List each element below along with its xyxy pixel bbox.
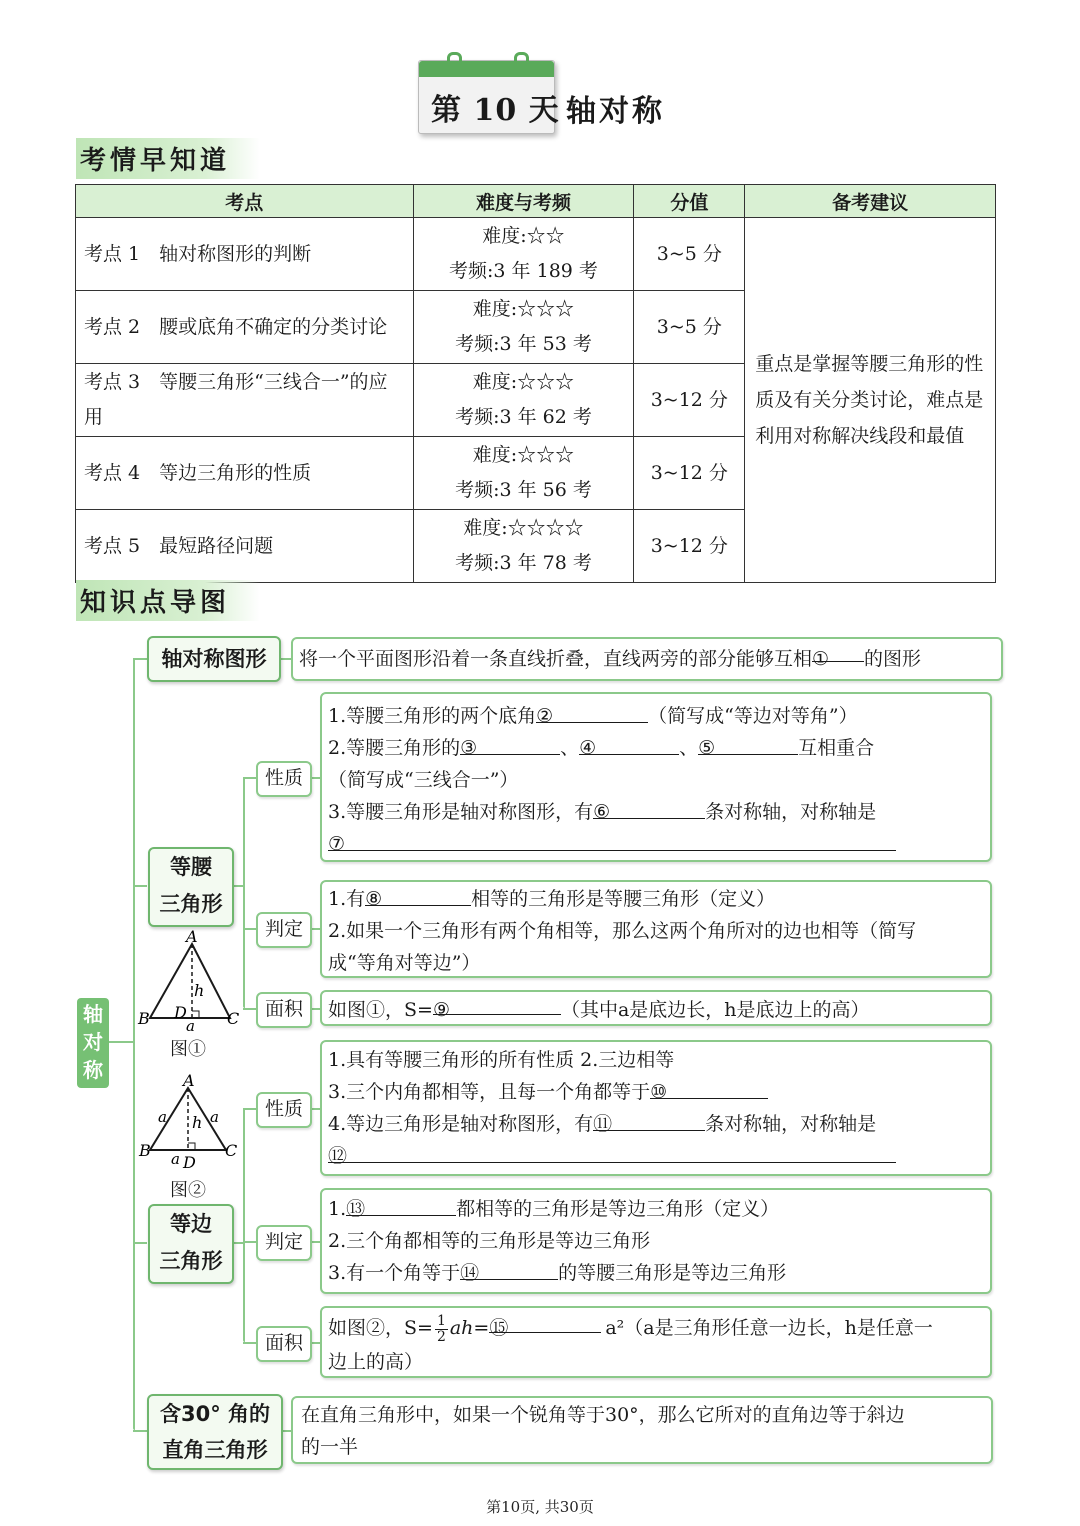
judgement-text: 的等腰三角形是等边三角形 [558,1262,787,1284]
label-judgement: 判定 [256,912,312,948]
label-judgement: 判定 [256,1225,312,1261]
connector-line [133,1242,147,1244]
blank-number: ⑬ [346,1198,366,1220]
label-side-a: a [186,1017,195,1032]
blank-number: ⑭ [460,1262,480,1284]
blank-1 [812,639,864,670]
difficulty-text: 难度:☆☆☆ [472,298,575,320]
judgement-text: 1.有 [328,888,366,910]
connector-line [133,885,147,887]
label-vertex-a: A [183,1071,195,1090]
isosceles-area-box [320,990,992,1026]
definition-text: 将一个平面图形沿着一条直线折叠，直线两旁的部分能够互相 [299,648,813,670]
difficulty-cell [413,364,634,437]
connector-line [133,658,147,660]
theorem-line: 的一半 [301,1436,359,1458]
node-axis-figure: 轴对称图形 [147,636,281,682]
judgement-line [328,883,990,915]
label-height-h: h [194,981,205,1000]
label-point-d: D [174,1003,187,1022]
difficulty-cell [413,437,634,510]
connector-line [133,1430,147,1432]
isosceles-properties-box [320,692,992,862]
section-heading-exam-info: 考情早知道 [76,138,260,179]
table-row [76,218,996,291]
mindmap-root [77,998,109,1088]
node-label: 三角形 [159,1249,223,1273]
property-line [328,828,990,860]
connector-line [243,928,256,930]
node-label: 直角三角形 [162,1438,268,1462]
blank-number: ② [536,705,554,727]
area-line [328,1310,990,1346]
blank-14 [460,1257,558,1284]
exam-point-cell: 考点 5 最短路径问题 [76,510,414,583]
table-header-cell: 备考建议 [745,185,996,218]
figure-2-equilateral-triangle [136,1070,242,1174]
connector-line [243,777,256,779]
section-heading-mind-map: 知识点导图 [76,580,260,621]
node-isosceles-triangle [148,847,234,927]
judgement-text: 相等的三角形是等腰三角形（定义） [471,888,776,910]
judgement-text: 1. [328,1198,347,1220]
property-text: 3.等腰三角形是轴对称图形，有 [328,801,594,823]
page-title: 轴对称 [566,94,665,129]
property-text: （简写成“等边对等角”） [648,705,858,727]
connector-line [243,777,245,1008]
property-line [328,796,990,828]
property-line: 1.具有等腰三角形的所有性质 2.三边相等 [328,1049,675,1071]
frequency-text: 考频:3 年 53 考 [455,333,592,355]
property-text: 条对称轴，对称轴是 [705,801,877,823]
area-text: ah= [449,1317,490,1339]
blank-number: ⑧ [365,888,383,910]
score-cell: 3~12 分 [634,510,745,583]
frequency-text: 考频:3 年 189 考 [449,260,598,282]
blank-11 [593,1108,705,1135]
exam-point-cell: 考点 2 腰或底角不确定的分类讨论 [76,291,414,364]
blank-5 [698,732,798,759]
label-properties: 性质 [256,761,312,797]
blank-number: ⑥ [593,801,611,823]
connector-line [243,1342,256,1344]
blank-number: ⑤ [698,737,716,759]
label-properties: 性质 [256,1092,312,1128]
node-right-triangle-30 [147,1394,283,1470]
label-side-a: a [210,1108,219,1126]
equilateral-judgement-box [320,1188,992,1294]
theorem-line: 在直角三角形中，如果一个锐角等于30°，那么它所对的直角边等于斜边 [301,1404,905,1426]
right-triangle-30-box [291,1396,993,1464]
equilateral-properties-box [320,1040,992,1176]
exam-point-cell: 考点 1 轴对称图形的判断 [76,218,414,291]
property-line [328,1140,990,1172]
property-text: 1.等腰三角形的两个底角 [328,705,537,727]
connector-line [243,1241,256,1243]
area-text: （其中a是底边长，h是底边上的高） [560,999,870,1021]
property-line [328,732,990,764]
advice-cell: 重点是掌握等腰三角形的性质及有关分类讨论，难点是利用对称解决线段和最值 [745,218,996,583]
table-header-cell: 难度与考频 [413,185,634,218]
difficulty-cell [413,218,634,291]
judgement-text: 3.有一个角等于 [328,1262,461,1284]
figure-1-isosceles-triangle [136,928,242,1032]
area-text: 如图②，S= [328,1317,433,1339]
label-vertex-b: B [138,1009,150,1028]
blank-number: ⑫ [328,1145,348,1167]
blank-number: ③ [460,737,478,759]
exam-point-cell: 考点 3 等腰三角形“三线合一”的应用 [76,364,414,437]
blank-number: ⑮ [489,1317,509,1339]
difficulty-text: 难度:☆☆ [482,225,565,247]
judgement-line: 成“等角对等边”） [328,952,481,974]
fraction-numerator: 1 [436,1312,446,1329]
fraction-denominator: 2 [436,1328,446,1345]
property-line [328,1108,990,1140]
separator: 、 [560,737,580,759]
property-line [328,1076,990,1108]
score-cell: 3~5 分 [634,291,745,364]
node-label: 含30° 角的 [159,1402,271,1426]
score-cell: 3~12 分 [634,364,745,437]
triangle-outline [150,944,230,1018]
definition-text: 的图形 [864,648,922,670]
difficulty-text: 难度:☆☆☆ [472,444,575,466]
property-text: 4.等边三角形是轴对称图形，有 [328,1113,594,1135]
frequency-text: 考频:3 年 56 考 [455,479,592,501]
table-header-row [76,185,996,218]
node-label: 等腰 [170,855,212,879]
judgement-text: 都相等的三角形是等边三角形（定义） [456,1198,780,1220]
separator: 、 [679,737,699,759]
blank-4 [579,732,679,759]
blank-number: ① [812,648,830,670]
score-cell: 3~12 分 [634,437,745,510]
isosceles-judgement-box [320,880,992,978]
difficulty-text: 难度:☆☆☆ [472,371,575,393]
area-text: 如图①，S= [328,999,433,1021]
axis-figure-definition-box [291,637,1003,681]
figure-2-caption: 图② [170,1180,206,1201]
frequency-text: 考频:3 年 78 考 [455,552,592,574]
property-text: 2.等腰三角形的 [328,737,461,759]
connector-line [243,1108,256,1110]
right-angle-mark [188,1143,195,1150]
judgement-line: 2.三个角都相等的三角形是等边三角形 [328,1230,651,1252]
blank-13 [346,1193,456,1220]
fraction-one-half [435,1314,448,1345]
blank-8 [365,883,471,910]
calendar-ring-icon [447,52,462,74]
property-text: 3.三个内角都相等，且每一个角都等于 [328,1081,651,1103]
area-line [328,999,870,1021]
table-header-cell: 分值 [634,185,745,218]
day-title: 第 10 天 [431,93,560,128]
blank-15 [489,1310,601,1339]
node-equilateral-triangle [148,1204,234,1284]
label-side-a: a [158,1108,167,1126]
difficulty-text: 难度:☆☆☆☆ [463,517,584,539]
difficulty-cell [413,510,634,583]
blank-3 [460,732,560,759]
connector-line [133,658,135,1430]
blank-number: ⑦ [328,833,346,855]
property-line [328,700,990,732]
page-footer: 第10页, 共30页 [486,1498,594,1516]
exam-point-cell: 考点 4 等边三角形的性质 [76,437,414,510]
node-label: 等边 [170,1212,212,1236]
blank-7 [328,828,896,855]
label-vertex-a: A [186,928,198,946]
blank-number: ⑩ [650,1081,668,1103]
connector-line [243,1008,256,1010]
blank-number: ⑨ [432,999,450,1021]
label-area: 面积 [256,992,312,1028]
frequency-text: 考频:3 年 62 考 [455,406,592,428]
label-point-d: D [183,1153,196,1172]
score-cell: 3~5 分 [634,218,745,291]
property-text: 互相重合 [798,737,875,759]
equilateral-area-box [320,1306,992,1378]
label-vertex-b: B [139,1141,151,1160]
connector-line [243,1108,245,1342]
figure-1-caption: 图① [170,1039,206,1060]
blank-9 [432,992,561,1021]
judgement-line [328,1257,990,1289]
area-text: a²（a是三角形任意一边长，h是任意一 [605,1317,933,1339]
label-area: 面积 [256,1326,312,1362]
blank-2 [536,700,648,727]
calendar-header-bar [419,61,554,77]
blank-12 [328,1140,896,1167]
day-calendar-badge [418,60,560,134]
blank-10 [650,1076,768,1103]
connector-line [109,1041,134,1043]
blank-number: ④ [579,737,597,759]
label-vertex-c: C [225,1141,238,1160]
judgement-line: 2.如果一个三角形有两个角相等，那么这两个角所对的边也相等（简写 [328,920,917,942]
judgement-line [328,1193,990,1225]
label-height-h: h [192,1113,203,1132]
difficulty-cell [413,291,634,364]
definition-row [299,648,921,670]
label-side-a: a [171,1150,180,1168]
property-line: （简写成“三线合一”） [328,769,519,791]
area-line: 边上的高） [328,1351,424,1373]
blank-6 [593,796,705,823]
table-header-cell: 考点 [76,185,414,218]
label-vertex-c: C [227,1009,240,1028]
blank-number: ⑪ [593,1113,613,1135]
property-text: 条对称轴，对称轴是 [705,1113,877,1135]
root-label: 轴对称 [83,1002,103,1082]
node-label: 三角形 [159,892,223,916]
exam-points-table [75,184,996,583]
calendar-ring-icon [514,52,529,74]
